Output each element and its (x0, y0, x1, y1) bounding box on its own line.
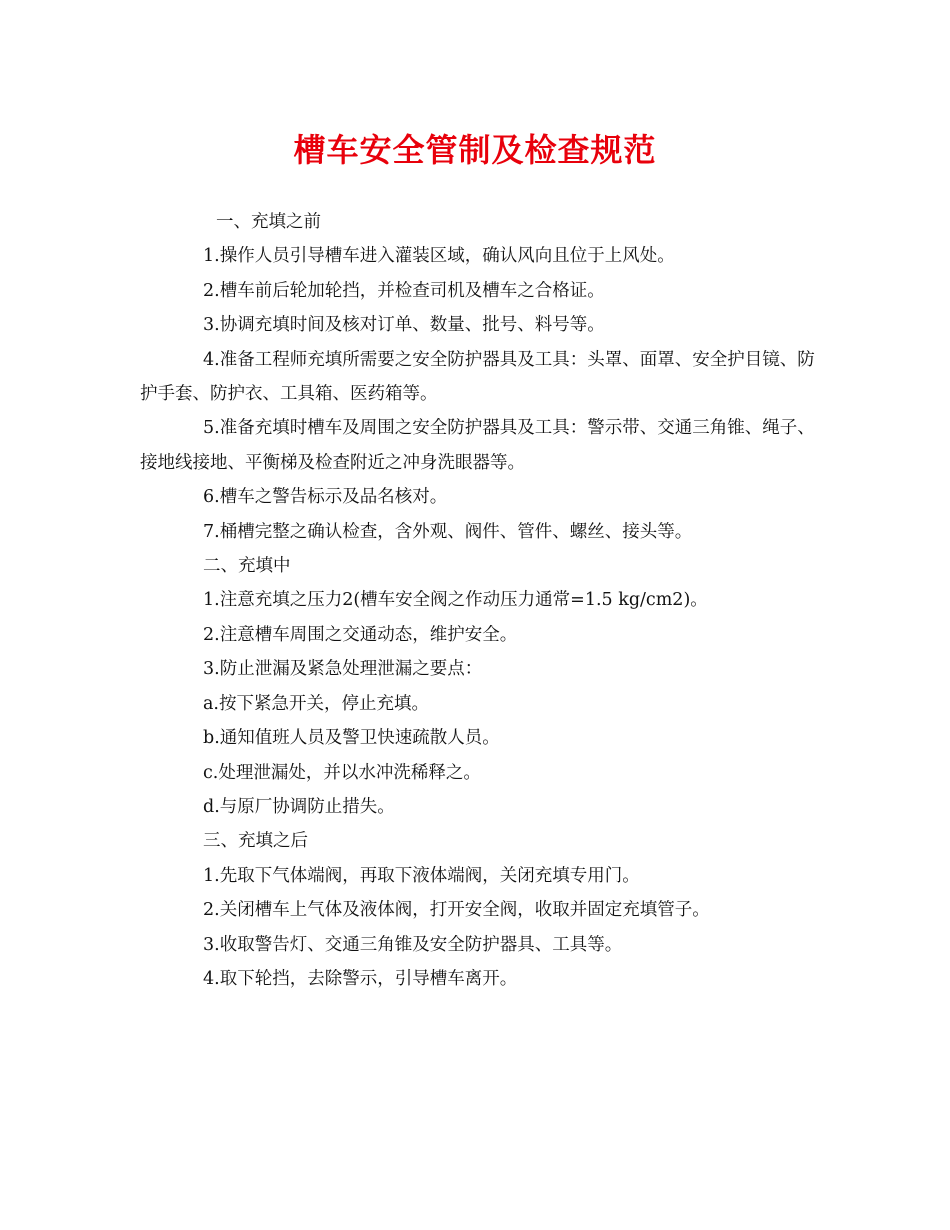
paragraph: 4.准备工程师充填所需要之安全防护器具及工具：头罩、面罩、安全护目镜、防护手套、防护衣、工具箱、医药箱等。 (140, 349, 815, 405)
paragraph: 6.槽车之警告标示及品名核对。 (203, 487, 448, 508)
paragraph: 2.槽车前后轮加轮挡，并检查司机及槽车之合格证。 (203, 280, 605, 301)
paragraph: 3.协调充填时间及核对订单、数量、批号、料号等。 (203, 315, 605, 336)
section-heading: 二、充填中 (203, 556, 291, 577)
paragraph: 1.先取下气体端阀，再取下液体端阀，关闭充填专用门。 (203, 865, 640, 886)
paragraph: 1.操作人员引导槽车进入灌装区域，确认风向且位于上风处。 (203, 246, 675, 267)
section-heading: 一、充填之前 (216, 212, 321, 232)
paragraph: 7.桶槽完整之确认检查，含外观、阀件、管件、螺丝、接头等。 (203, 521, 693, 542)
paragraph: c.处理泄漏处，并以水冲洗稀释之。 (203, 762, 481, 783)
paragraph: d.与原厂协调防止措失。 (203, 796, 395, 817)
document-title: 槽车安全管制及检查规范 (293, 131, 657, 169)
section-heading: 三、充填之后 (203, 831, 308, 852)
document-body (140, 205, 820, 996)
paragraph: 3.防止泄漏及紧急处理泄漏之要点： (203, 659, 483, 680)
paragraph: 2.关闭槽车上气体及液体阀，打开安全阀，收取并固定充填管子。 (203, 900, 710, 921)
paragraph: 2.注意槽车周围之交通动态，维护安全。 (203, 624, 518, 645)
paragraph: a.按下紧急开关，停止充填。 (203, 693, 429, 714)
paragraph: 5.准备充填时槽车及周围之安全防护器具及工具：警示带、交通三角锥、绳子、接地线接地、平衡梯及检查附近之冲身洗眼器等。 (140, 418, 815, 473)
paragraph: 1.注意充填之压力2(槽车安全阀之作动压力通常=1.5 kg/cm2)。 (203, 590, 708, 611)
paragraph: b.通知值班人员及警卫快速疏散人员。 (203, 728, 500, 749)
paragraph: 4.取下轮挡，去除警示，引导槽车离开。 (203, 968, 518, 989)
paragraph: 3.收取警告灯、交通三角锥及安全防护器具、工具等。 (203, 934, 623, 955)
